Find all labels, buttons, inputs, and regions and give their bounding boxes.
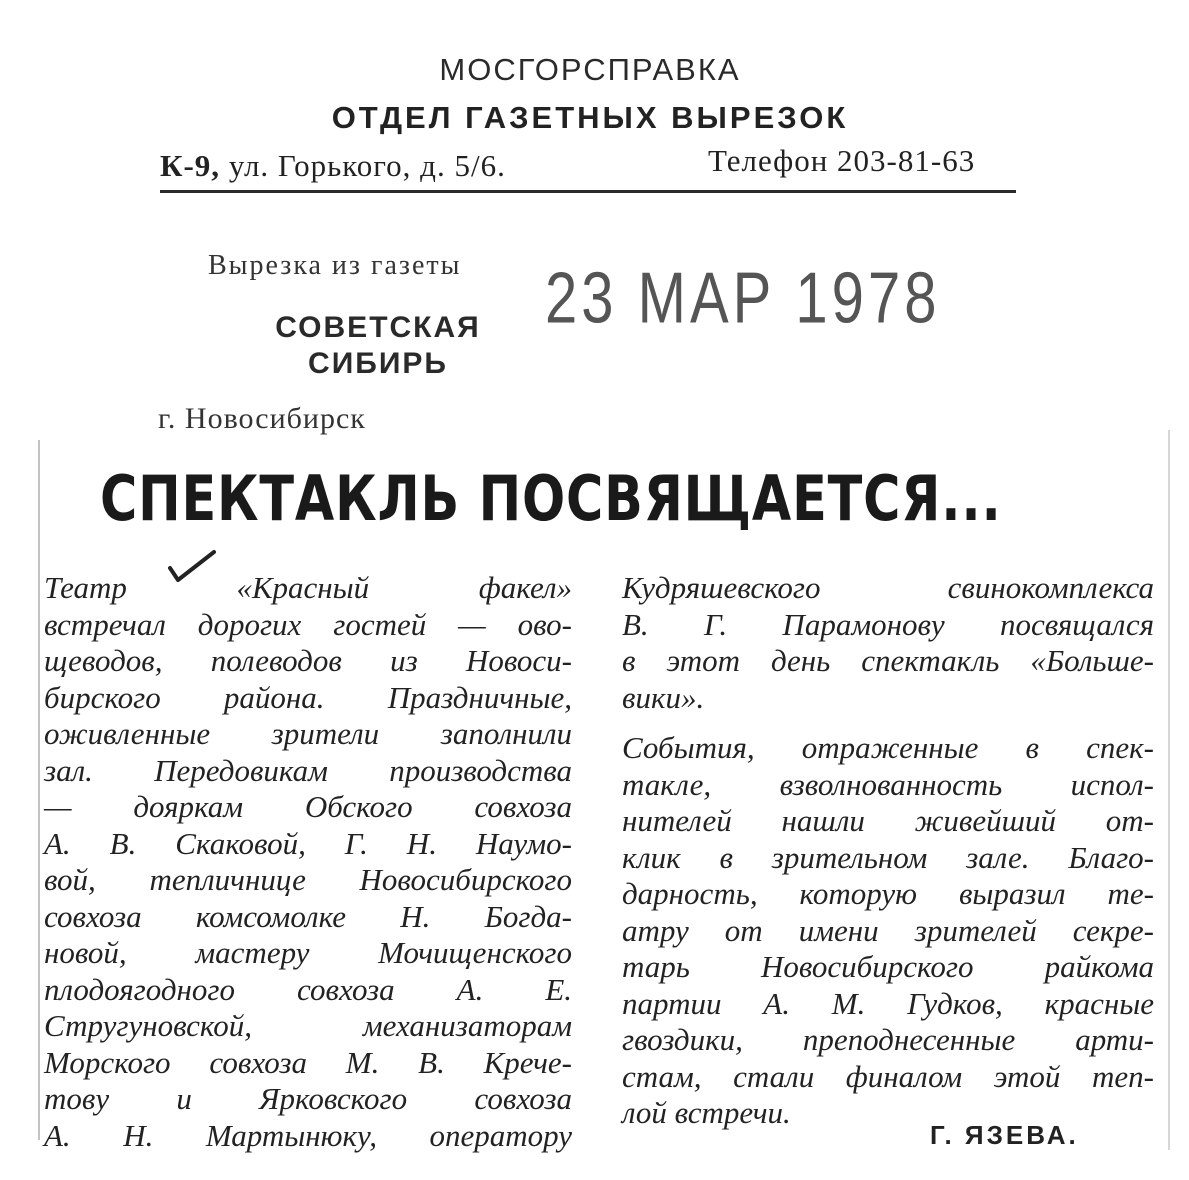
city: г. Новосибирск [158,402,366,435]
article-line: зал. Передовикам производства [44,752,572,788]
article-line: дарность, которую выразил те- [622,876,1154,911]
address-code: К-9, [160,148,221,183]
article-line: такле, взволнованность испол- [622,766,1154,802]
address [160,148,506,184]
article-paragraph-2 [622,730,1154,1132]
article-line: встречал дорогих гостей — ово- [44,606,572,642]
newspaper-title [262,310,494,382]
date-stamp: 23 МАР 1978 [545,257,941,339]
address-street: ул. Горького, д. 5/6. [228,148,506,183]
article-line: стам, стали финалом этой теп- [622,1058,1154,1094]
article-line: бирского района. Праздничные, [44,679,572,715]
article-line: Стругуновской, механизаторам [44,1008,572,1043]
department-name: ОТДЕЛ ГАЗЕТНЫХ ВЫРЕЗОК [331,100,849,135]
article-line: — дояркам Обского совхоза [44,789,572,824]
article-line: Морского совхоза М. В. Крече- [44,1044,572,1080]
article-line: плодоягодного совхоза А. Е. [44,971,572,1007]
agency-name: МОСГОРСПРАВКА [439,52,741,87]
article-line: атру от имени зрителей секре- [622,912,1154,948]
article-line: оживленные зрители заполнили [44,716,572,751]
article-line: тарь Новосибирского райкома [622,949,1154,984]
article-headline: СПЕКТАКЛЬ ПОСВЯЩАЕТСЯ... [100,462,1002,535]
article-line: клик в зрительном зале. Благо- [622,839,1154,875]
author-byline: Г. ЯЗЕВА. [930,1120,1079,1150]
article-line: вики». [622,679,705,715]
article-line: А. В. Скаковой, Г. Н. Наумо- [44,825,572,861]
article-column-left [44,570,572,1154]
newspaper-title-line1: СОВЕТСКАЯ [275,311,481,344]
article-line: тову и Ярковского совхоза [44,1081,572,1116]
article-line: лой встречи. [622,1095,791,1130]
article-column-right [622,570,1154,1132]
article-line: Театр «Красный факел» [44,570,572,605]
newspaper-title-line2: СИБИРЬ [308,347,448,380]
header-rule [160,190,1016,193]
clipping-edge-right [1168,430,1170,1150]
article-line: Кудряшевского свинокомплекса [622,570,1154,605]
phone-number: Телефон 203-81-63 [708,143,976,178]
article-line: новой, мастеру Мочищенского [44,935,572,970]
article-line: в этот день спектакль «Больше- [622,643,1154,678]
article-line: нителей нашли живейший от- [622,803,1154,838]
article-line: гвоздики, преподнесенные арти- [622,1022,1154,1057]
article-line: А. Н. Мартынюку, оператору [44,1117,572,1153]
article-line: щеводов, полеводов из Новоси- [44,643,572,678]
article-line: вой, тепличнице Новосибирского [44,862,572,897]
article-line: События, отраженные в спек- [622,730,1154,765]
clipping-edge-left [38,440,40,1140]
article-paragraph-1-end [622,570,1154,716]
article-line: партии А. М. Гудков, красные [622,985,1154,1021]
clipping-label: Вырезка из газеты [208,250,462,281]
article-line: совхоза комсомолке Н. Богда- [44,898,572,934]
article-line: В. Г. Парамонову посвящался [622,606,1154,642]
